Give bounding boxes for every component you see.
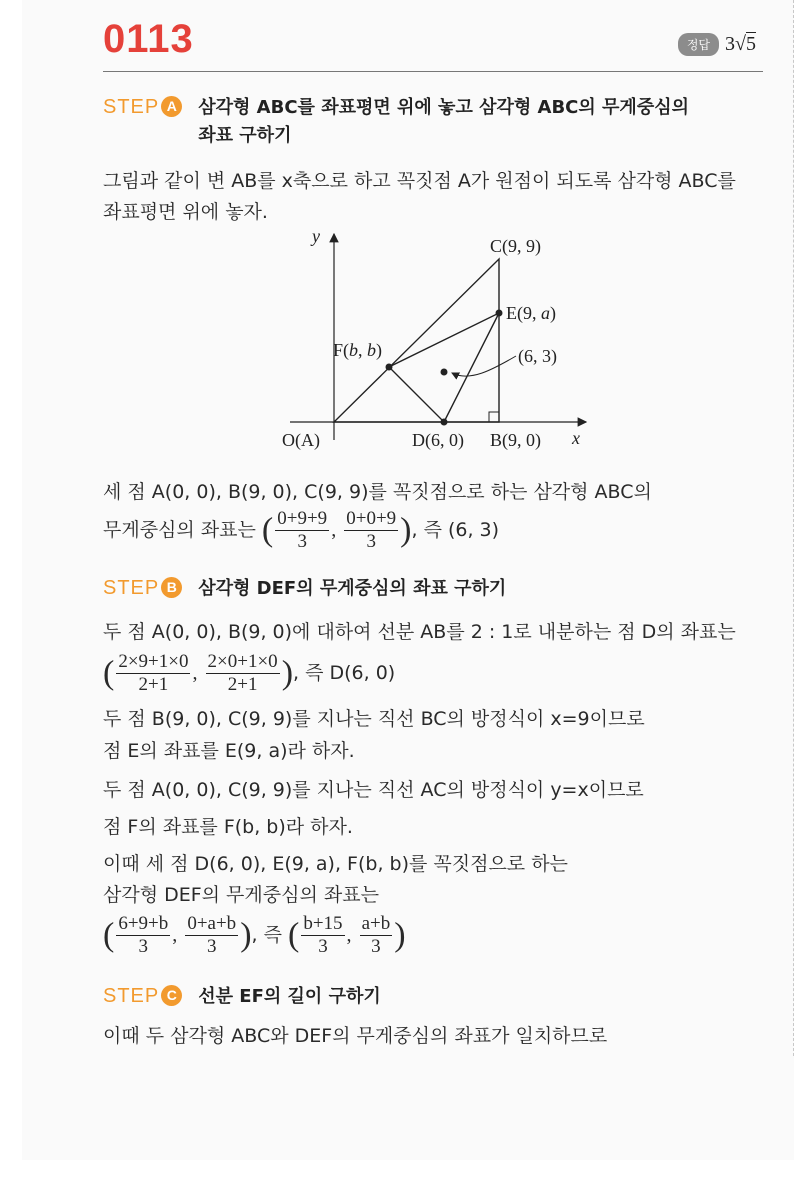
paren-left: ( bbox=[103, 916, 115, 954]
step-b-centroid-line: ( $\frac{6+9+b}{3}$ , $\frac{0+a+b}{3}$ ), 즉 ( $\frac{b+15}{3}$ , $\frac{a+b}{3}$ ) bbox=[103, 913, 406, 957]
centroid-point bbox=[441, 369, 448, 376]
fraction: $\frac{0+a+b}{3}$ bbox=[187, 913, 237, 957]
paren-right: ) bbox=[400, 511, 412, 549]
fraction: $\frac{b+15}{3}$ bbox=[303, 913, 343, 957]
step-c-line-1: 이때 두 삼각형 ABC와 DEF의 무게중심의 좌표가 일치하므로 bbox=[103, 1025, 608, 1047]
paren-right: ) bbox=[281, 654, 294, 692]
point-e bbox=[496, 310, 503, 317]
paren-right: ) bbox=[394, 916, 406, 954]
label-e: E(9, a) bbox=[506, 303, 556, 323]
answer-coef: 3 bbox=[725, 33, 736, 55]
fraction: $\frac{0+9+9}{3}$ bbox=[277, 508, 328, 552]
sqrt-icon: √ bbox=[735, 33, 746, 55]
answer-radicand: 5 bbox=[746, 33, 756, 55]
step-b-word: STEP bbox=[103, 577, 160, 599]
step-a-title-line2: 좌표 구하기 bbox=[198, 125, 292, 146]
fraction: $\frac{a+b}{3}$ bbox=[361, 913, 391, 957]
step-c-heading bbox=[103, 983, 381, 1011]
step-b-line-4: 점 E의 좌표를 E(9, a)라 하자. bbox=[103, 740, 355, 762]
problem-number: 0113 bbox=[103, 17, 194, 61]
x-axis-label: x bbox=[572, 428, 580, 448]
step-a-centroid-result: , 즉 (6, 3) bbox=[411, 519, 500, 541]
step-a-title-line1: 삼각형 ABC를 좌표평면 위에 놓고 삼각형 ABC의 무게중심의 bbox=[198, 97, 689, 118]
step-a-title bbox=[198, 94, 689, 150]
step-b-line-7: 이때 세 점 D(6, 0), E(9, a), F(b, b)를 꼭짓점으로 하는 bbox=[103, 853, 568, 875]
paren-left: ( bbox=[261, 511, 274, 549]
header-divider bbox=[103, 71, 763, 72]
step-a-centroid-line: 무게중심의 좌표는 ( $\frac{0+9+9}{3}$ , $\frac{0+0+9}{3}$ ), 즉 (6, 3) bbox=[103, 508, 500, 552]
step-c-word: STEP bbox=[103, 985, 160, 1007]
y-axis-label: y bbox=[312, 226, 320, 246]
answer-box bbox=[678, 33, 756, 56]
step-a-paragraph-1: 그림과 같이 변 AB를 x축으로 하고 꼭짓점 A가 원점이 되도록 삼각형 ABC를 bbox=[103, 170, 736, 192]
fraction: $\frac{2\times 9+1\times 0}{2+1}$ bbox=[118, 651, 189, 695]
step-a-paragraph-2: 좌표평면 위에 놓자. bbox=[103, 201, 268, 223]
answer-badge: 정답 bbox=[678, 33, 719, 56]
step-c-title: 선분 EF의 길이 구하기 bbox=[198, 986, 381, 1007]
step-b-d-coord-line: ( $\frac{2\times 9+1\times 0}{2+1}$ , $\frac{2\times 0+1\times 0}{2+1}$ ), 즉 D(6, 0) bbox=[103, 651, 396, 695]
triangle-figure bbox=[270, 222, 600, 458]
point-f bbox=[386, 364, 393, 371]
step-b-line-5: 두 점 A(0, 0), C(9, 9)를 지나는 직선 AC의 방정식이 y=x이므로 bbox=[103, 779, 644, 801]
fraction: $\frac{2\times 0+1\times 0}{2+1}$ bbox=[207, 651, 278, 695]
label-centroid: (6, 3) bbox=[518, 346, 557, 366]
centroid-pointer-arrow bbox=[452, 356, 516, 376]
step-b-line-3: 두 점 B(9, 0), C(9, 9)를 지나는 직선 BC의 방정식이 x=9이므로 bbox=[103, 708, 645, 730]
step-b-line-1: 두 점 A(0, 0), B(9, 0)에 대하여 선분 AB를 2 : 1로 내분하는 점 D의 좌표는 bbox=[103, 621, 736, 643]
step-a-heading bbox=[103, 94, 689, 150]
answer-value bbox=[725, 33, 756, 56]
fraction: $\frac{6+9+b}{3}$ bbox=[118, 913, 169, 957]
step-b-heading bbox=[103, 575, 506, 603]
step-b-badge-icon: B bbox=[161, 577, 182, 598]
page-edge-divider bbox=[793, 0, 794, 1056]
right-angle-mark bbox=[489, 412, 499, 422]
step-b-equiv-word: , 즉 bbox=[251, 924, 282, 946]
step-a-centroid-prefix: 무게중심의 좌표는 bbox=[103, 519, 256, 541]
paren-left: ( bbox=[288, 916, 300, 954]
triangle-def bbox=[389, 313, 499, 422]
label-origin: O(A) bbox=[282, 430, 320, 450]
point-d bbox=[441, 419, 448, 426]
step-b-title: 삼각형 DEF의 무게중심의 좌표 구하기 bbox=[198, 578, 507, 599]
step-c-badge-icon: C bbox=[161, 985, 182, 1006]
fraction: $\frac{0+0+9}{3}$ bbox=[346, 508, 397, 552]
step-b-line-6: 점 F의 좌표를 F(b, b)라 하자. bbox=[103, 816, 353, 838]
label-f: F(b, b) bbox=[333, 340, 383, 360]
label-d: D(6, 0) bbox=[412, 430, 464, 450]
step-a-badge-icon: A bbox=[161, 96, 182, 117]
step-b-line-8: 삼각형 DEF의 무게중심의 좌표는 bbox=[103, 884, 379, 906]
label-b: B(9, 0) bbox=[490, 430, 541, 450]
step-a-paragraph-3: 세 점 A(0, 0), B(9, 0), C(9, 9)를 꼭짓점으로 하는 삼각형 ABC의 bbox=[103, 481, 652, 503]
label-c: C(9, 9) bbox=[490, 236, 541, 256]
step-a-word: STEP bbox=[103, 96, 160, 118]
paren-left: ( bbox=[103, 654, 115, 692]
step-b-d-result: , 즉 D(6, 0) bbox=[293, 662, 396, 684]
paren-right: ) bbox=[240, 916, 252, 954]
